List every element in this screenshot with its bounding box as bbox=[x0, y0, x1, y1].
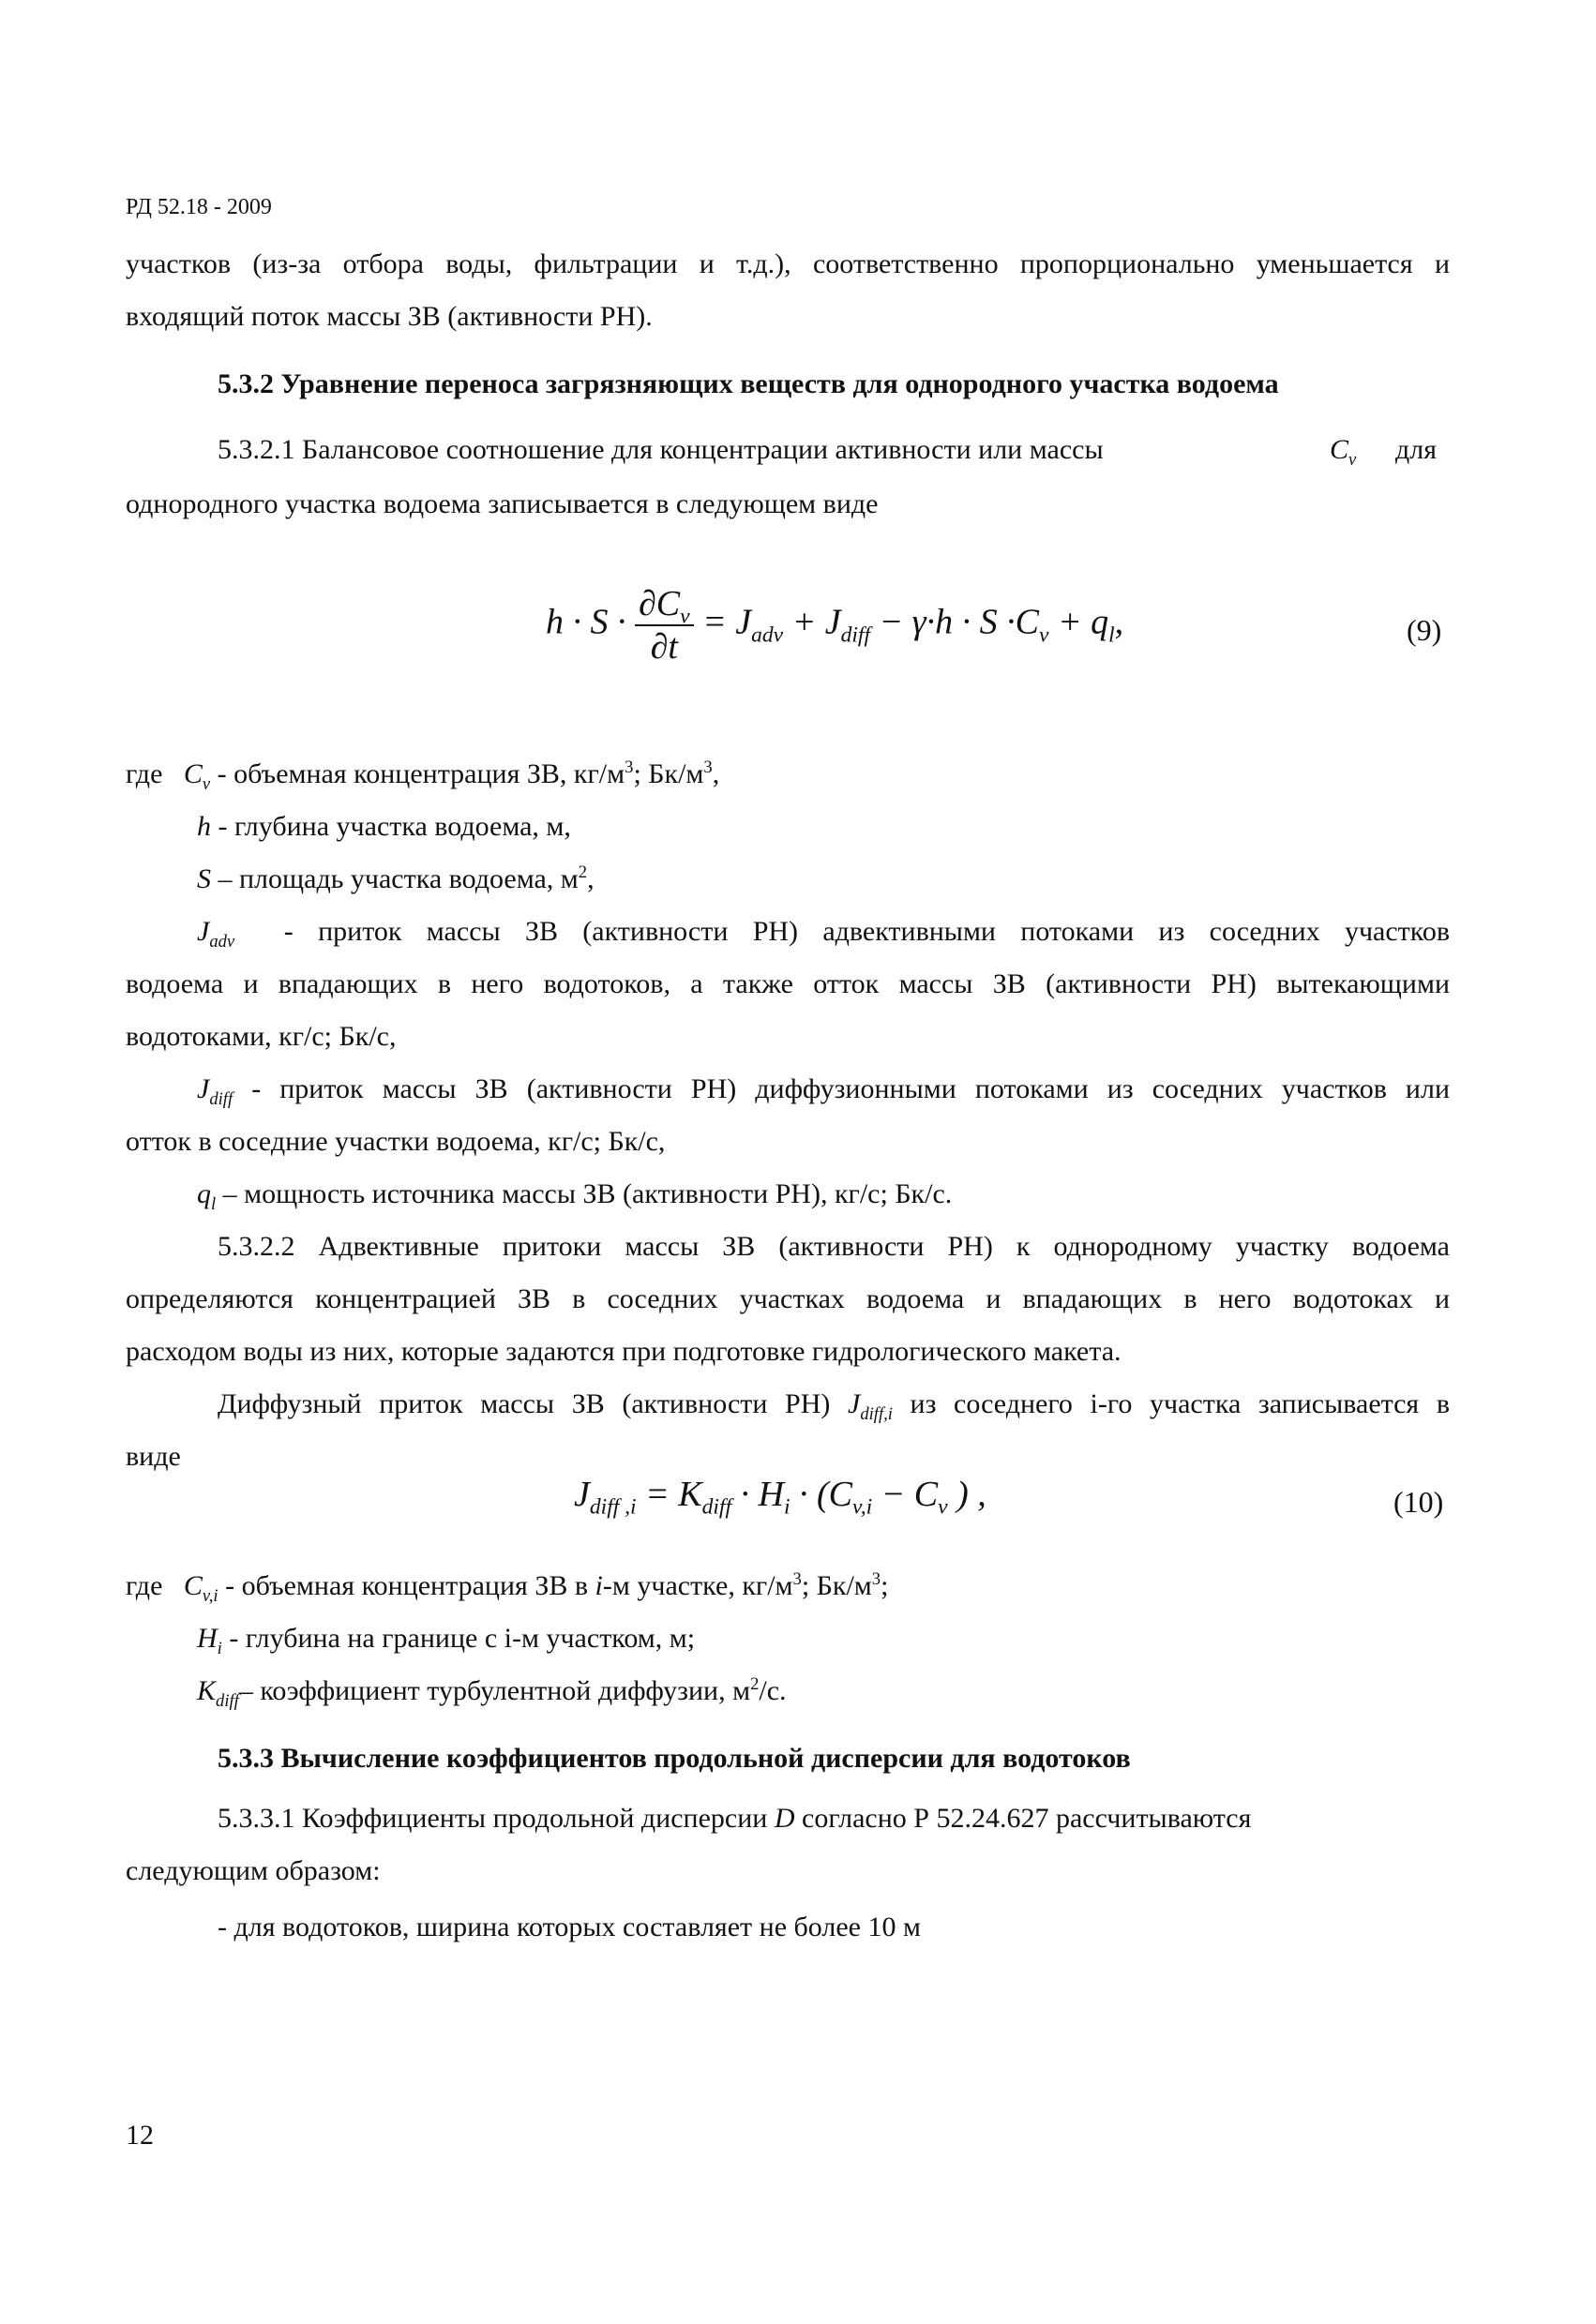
where1-jadv-line1: $J_{adv}$ - приток массы ЗВ (активности РН) адвективными потоками из соседних участков bbox=[197, 916, 1451, 952]
section-5-3-2-heading: 5.3.2 Уравнение переноса загрязняющих веществ для однородного участка водоема bbox=[218, 368, 1279, 399]
para-5331-line1: 5.3.3.1 Коэффициенты продольной дисперсии D согласно Р 52.24.627 рассчитываются bbox=[218, 1803, 1252, 1834]
para-diffuse-line1: Диффузный приток массы ЗВ (активности РН) $J_{diff,i}$ из соседнего i-го участка записывается в bbox=[218, 1388, 1450, 1424]
equation-9-number: (9) bbox=[1407, 613, 1442, 647]
para-5322-line1: 5.3.2.2 Адвективные притоки массы ЗВ (активности РН) к однородному участку водоема bbox=[218, 1231, 1450, 1262]
where1-jdiff-line2: отток в соседние участки водоема, кг/с; Бк/с, bbox=[126, 1126, 666, 1157]
where1-jadv-line2: водоема и впадающих в него водотоков, а также отток массы ЗВ (активности РН) вытекающими bbox=[126, 968, 1450, 999]
para-5321-line1-text: 5.3.2.1 Балансовое соотношение для концентрации активности или массы bbox=[218, 434, 1104, 465]
page-number: 12 bbox=[126, 2120, 154, 2151]
bullet-watercourse-width: - для водотоков, ширина которых составляет не более 10 м bbox=[218, 1912, 921, 1942]
section-5-3-3-heading: 5.3.3 Вычисление коэффициентов продольной дисперсии для водотоков bbox=[218, 1743, 1131, 1774]
para-5322-line2: определяются концентрацией ЗВ в соседних участках водоема и впадающих в него водотоках и bbox=[126, 1283, 1450, 1314]
where1-jadv-line3: водотоками, кг/с; Бк/с, bbox=[126, 1021, 397, 1052]
eq9-fraction: $\frac{\partial C_v}{\partial t}$ bbox=[635, 583, 694, 667]
where1-s-line: S – площадь участка водоема, $м^2$, bbox=[197, 862, 595, 894]
equation-9: h · S · $\frac{\partial C_v}{\partial t}$ = $J_{adv} + J_{diff} - \gamma\cdot h \cdot S \cdot C_v + q_l$, bbox=[546, 584, 1124, 667]
para-5331-line2: следующим образом: bbox=[126, 1855, 381, 1886]
where2-hi-line: $H_i$ - глубина на границе с i-м участком, м; bbox=[197, 1623, 696, 1658]
para-5321-symbol: $C_v$ bbox=[1330, 434, 1357, 470]
equation-10-number: (10) bbox=[1393, 1485, 1444, 1519]
where2-kdiff-line: $K_{diff}-$ коэффициент турбулентной диффузии, $м^2/с$. bbox=[197, 1674, 787, 1711]
where1-jdiff-line1: $J_{diff}$ - приток массы ЗВ (активности РН) диффузионными потоками из соседних участков или bbox=[197, 1073, 1450, 1109]
where1-cv-line: где $C_v$ - объемная концентрация ЗВ, $кг/м^3$; $Бк/м^3$, bbox=[126, 757, 720, 794]
where1-h-line: h - глубина участка водоема, м, bbox=[197, 811, 571, 842]
para1-line1: участков (из-за отбора воды, фильтрации и т.д.), соответственно пропорционально уменьшается и bbox=[126, 248, 1450, 279]
where1-ql-line: $q_l$ – мощность источника массы ЗВ (активности РН), кг/с; Бк/с. bbox=[197, 1178, 953, 1214]
para-5321-line2: однородного участка водоема записывается в следующем виде bbox=[126, 488, 879, 519]
doc-header-code: РД 52.18 - 2009 bbox=[126, 195, 272, 219]
para1-line2: входящий поток массы ЗВ (активности РН). bbox=[126, 301, 653, 332]
where2-cvi-line: где $C_{v,i}$ - объемная концентрация ЗВ в i-м участке, $кг/м^3$; $Бк/м^3$; bbox=[126, 1569, 889, 1606]
para-5322-line3: расходом воды из них, которые задаются при подготовке гидрологического макета. bbox=[126, 1336, 1122, 1367]
para-diffuse-line2: виде bbox=[126, 1441, 181, 1472]
equation-10: $J_{diff ,i} = K_{diff} \cdot H_i \cdot (C_{v,i} - C_v$ ) , bbox=[574, 1475, 986, 1520]
para-5321-line1-end: для bbox=[1395, 434, 1438, 465]
